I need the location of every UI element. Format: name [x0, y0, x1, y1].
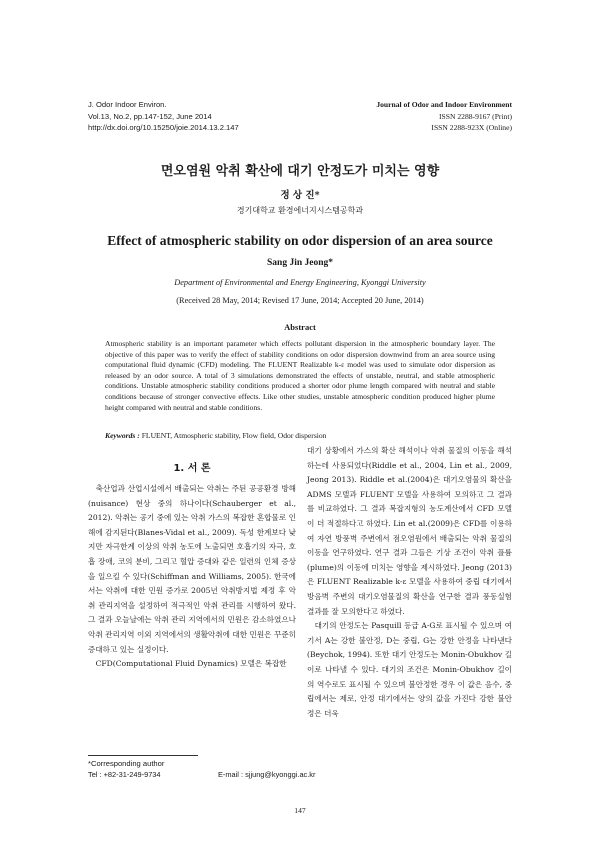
- keywords-label: Keywords :: [105, 431, 140, 440]
- english-title: Effect of atmospheric stability on odor dispersion of an area source: [107, 233, 493, 248]
- keywords-list: FLUENT, Atmospheric stability, Flow field, Odor dispersion: [139, 431, 327, 440]
- english-affiliation: Department of Environmental and Energy Engineering, Kyonggi University: [174, 278, 426, 287]
- korean-title: 면오염원 악취 확산에 대기 안정도가 미치는 영향: [160, 164, 440, 179]
- abstract-text: Atmospheric stability is an important parameter which effects pollutant dispersion in the atmospheric boundary layer. The objective of this paper was to verify the effect of stability conditions on odor dispersion downwind from an area source using computational fluid dynamic (CFD) modeling. The FLUENT Realizable k-ε model was used to simulate odor dispersion as released by an odor source. A total of 3 simulations demonstrated the effects of unstable, neutral, and stable atmospheric conditions. Unstable atmospheric stability conditions produced a shorter odor plume length compared with neutral and stable conditions because of stronger convective effects. Like other studies, unstable atmospheric condition produced higher plume height compared with neutral and stable conditions.: [105, 339, 495, 412]
- journal-header-right: [376, 99, 512, 134]
- intro-paragraph-2-continued: 대기 상황에서 가스의 확산 해석이나 악취 물질의 이동을 해석하는데 사용되었다(Riddle et al., 2004, Lin et al., 2009, Jeong 2013). Riddle et al.(2004)은 대기오염물의 확산을 ADMS 모델과 FLUENT 모델을 사용하여 모의하고 그 결과를 비교하였다. 그 결과 복잡지형의 농도계산에서 CFD 모델이 더 적절하다고 하였다. Lin et al.(2009)은 CFD를 이용하여 자연 방풍벽 주변에서 점오염원에서 배출되는 악취 물질의 이동을 연구하였다. 연구 결과 그들은 기상 조건이 악취 플륨(plume)의 이동에 미치는 영향을 제시하였다. Jeong (2013)은 FLUENT Realizable k-ε 모델을 사용하여 중립 대기에서 방음벽 주변의 대기오염물질의 확산을 연구한 결과 풍동실험 결과를 잘 모의한다고 하였다.: [307, 446, 512, 616]
- issn-print: ISSN 2288-9167 (Print): [439, 111, 512, 121]
- volume-info: Vol.13, No.2, pp.147-152, June 2014: [88, 111, 212, 121]
- body-column-right: [307, 444, 512, 721]
- english-author: Sang Jin Jeong*: [267, 258, 333, 268]
- korean-author: 정 상 진*: [280, 190, 320, 201]
- intro-paragraph-3: 대기의 안정도는 Pasquill 등급 A-G로 표시될 수 있으며 여기서 A는 강한 불안정, D는 중립, G는 강한 안정을 나타낸다(Beychok, 1994). 또한 대기 안정도는 Monin-Obukhov 길이로 나타낼 수 있다. 대기의 조건은 Monin-Obukhov 길이의 역수로도 표시될 수 있으며 불안정한 경우 이 값은 음수, 중립에서는 제로, 안정 대기에서는 양의 값을 가진다 강한 불안정은 더욱: [307, 621, 512, 718]
- doi-link[interactable]: http://dx.doi.org/10.15250/joie.2014.13.2.147: [88, 123, 239, 132]
- issn-online: ISSN 2288-923X (Online): [431, 123, 512, 132]
- corresponding-author-note: *Corresponding author: [88, 759, 165, 768]
- section-heading-introduction: 1. 서 론: [173, 463, 211, 474]
- korean-affiliation: 경기대학교 환경에너지시스템공학과: [236, 206, 364, 215]
- author-telephone: Tel : +82-31-249-9734: [88, 770, 161, 779]
- journal-name: Journal of Odor and Indoor Environment: [376, 100, 512, 109]
- footnote-divider: [88, 755, 198, 756]
- intro-paragraph-1: 축산업과 산업시설에서 배출되는 악취는 주된 공공환경 방해(nuisance) 현상 중의 하나이다(Schauberger et al., 2012). 악취는 공기 중에 있는 악취 가스의 복잡한 혼합물로 인해에 감지된다(Blanes-Vidal et al., 2009). 독성 한계보다 낮지만 자극한계 이상의 악취 농도에 노출되면 호흡기의 자극, 호흡 장애, 코의 분비, 그리고 혈압 증대와 같은 일련의 인체 증상을 일으킬 수 있다(Schiffman and Williams, 2005). 한국에서는 악취에 대한 민원 증가로 2005년 악취방지법 제정 후 악취 관리지역을 설정하여 적극적인 악취 관리를 시행하여 왔다. 그 결과 오늘날에는 악취 관리 지역에서의 민원은 감소하였으나 악취 관리지역 이외 지역에서의 생활악취에 대한 민원은 꾸준히 증대하고 있는 실정이다.: [88, 484, 296, 654]
- body-column-left: [88, 482, 296, 672]
- journal-abbrev: J. Odor Indoor Environ.: [88, 100, 167, 109]
- abstract-heading: Abstract: [284, 322, 316, 332]
- page-number: 147: [294, 806, 306, 815]
- journal-header-left: [88, 99, 239, 134]
- author-email[interactable]: E-mail : sjjung@kyonggi.ac.kr: [218, 770, 316, 779]
- keywords-line: [105, 431, 495, 440]
- received-dates: (Received 28 May, 2014; Revised 17 June, 2014; Accepted 20 June, 2014): [176, 296, 424, 305]
- intro-paragraph-2: CFD(Computational Fluid Dynamics) 모델은 복잡한: [95, 659, 287, 669]
